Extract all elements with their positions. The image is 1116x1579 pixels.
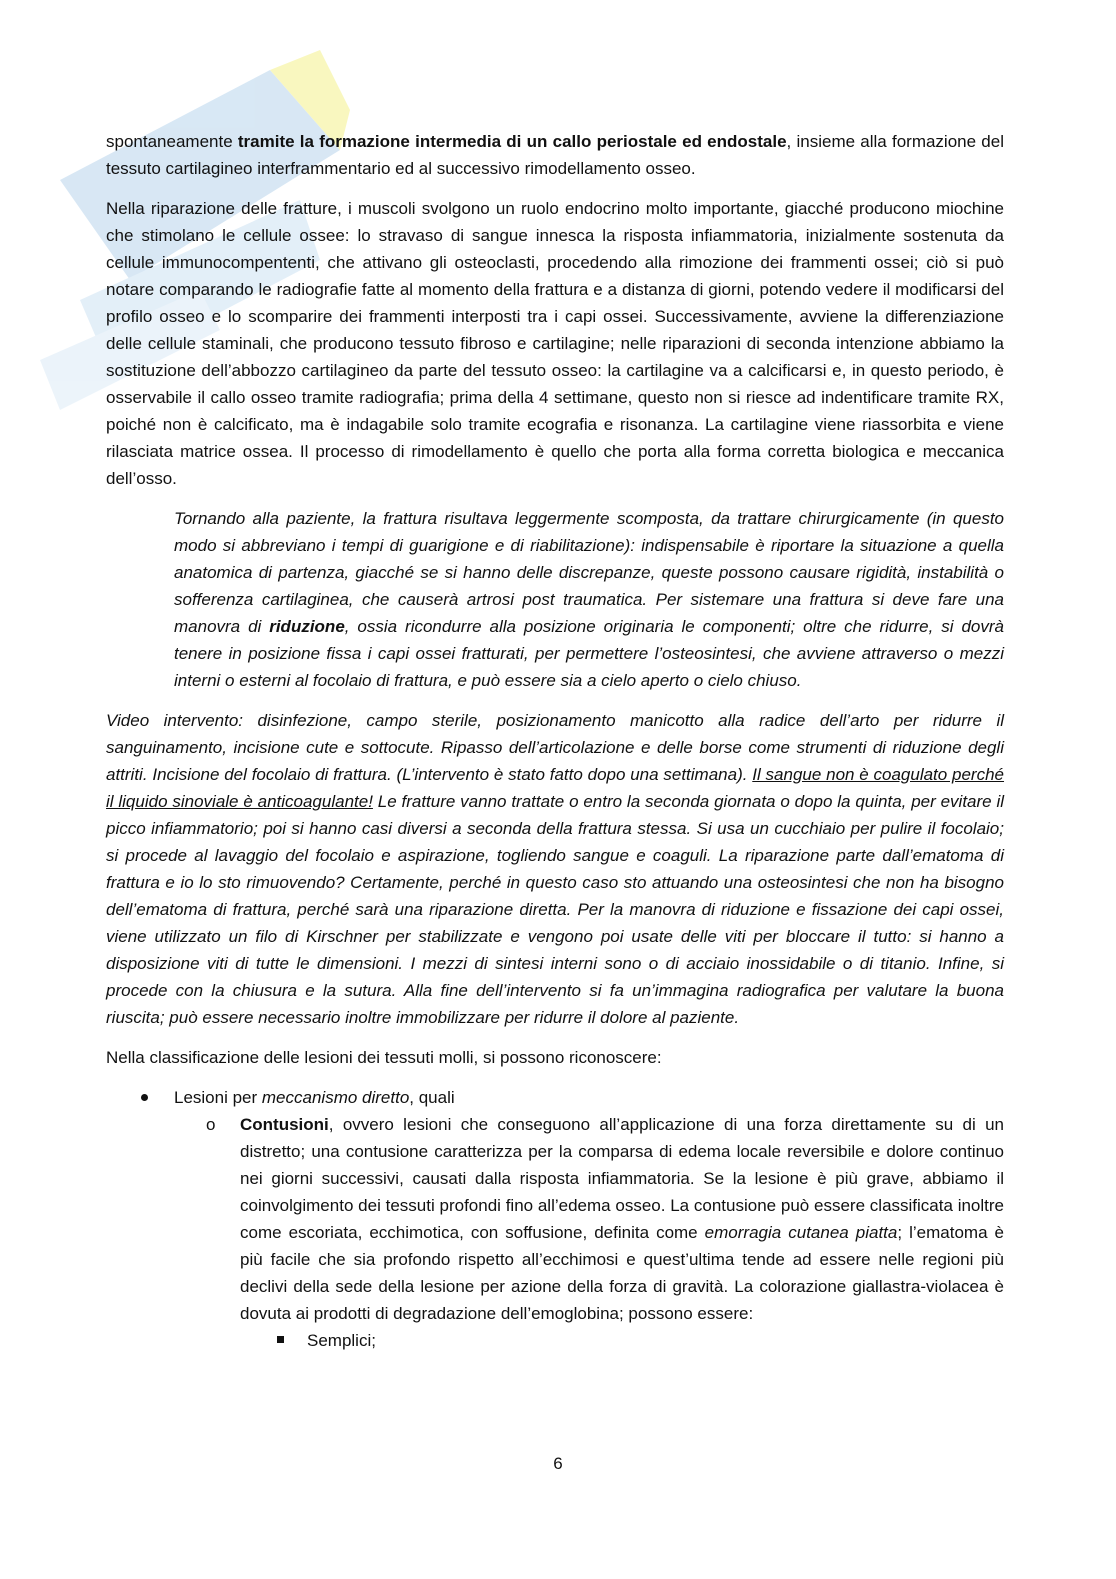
list-item-semplici: [106, 1327, 1004, 1354]
lesions-list: [106, 1084, 1004, 1354]
list-item-meccanismo-diretto: [106, 1084, 1004, 1111]
bold-text: Contusioni: [240, 1115, 329, 1134]
paragraph-callo-periostale: [106, 128, 1004, 182]
page-number: 6: [553, 1454, 563, 1473]
list-item-text: Semplici;: [307, 1331, 376, 1350]
text-run: , ossia ricondurre alla posizione originaria le componenti; oltre che ridurre, si dovrà tenere in posizione fissa i capi ossei fratturati, per permettere l’osteosintesi, che avviene attraverso o mezzi interni o esterni al focolaio di frattura, e può essere sia a cielo aperto o cielo chiuso.: [174, 617, 1004, 690]
text-run: Le fratture vanno trattate o entro la seconda giornata o dopo la quinta, per evitare il picco infiammatorio; poi si hanno casi diversi a seconda della frattura stessa. Si usa un cucchiaio per pulire il focolaio; si procede al lavaggio del focolaio e aspirazione, togliendo sangue e coaguli. La riparazione parte dall’ematoma di frattura e io lo sto rimuovendo? Certamente, perché in questo caso sto attuando una osteosintesi che non ha bisogno dell’ematoma di frattura, perché sarà una riparazione diretta. Per la manovra di riduzione e fissazione dei capi ossei, viene utilizzato un filo di Kirschner per stabilizzate e vengono poi usate delle viti per bloccare il tutto: si hanno a disposizione viti di tutte le dimensioni. I mezzi di sintesi interni sono o di acciaio inossidabile o di titanio. Infine, si procede con la chiusura e la sutura. Alla fine dell’intervento si fa un’immagina radiografica per valutare la buona riuscita; può essere necessario inoltre immobilizzare per ridurre il dolore al paziente.: [106, 792, 1004, 1027]
list-item-contusioni: [106, 1111, 1004, 1327]
list-item-text: [174, 1084, 1004, 1111]
bullet-dot-icon: [141, 1094, 148, 1101]
text-run: spontaneamente: [106, 132, 238, 151]
bold-text: tramite la formazione intermedia di un callo periostale ed endostale: [237, 132, 787, 151]
document-page: [106, 128, 1004, 1354]
underlined-text: Il sangue non è coagulato perché il liquido sinoviale è anticoagulante!: [106, 765, 1005, 811]
text-run: Lesioni per: [174, 1088, 262, 1107]
paragraph-video-intervento: [106, 707, 1004, 1031]
text-run: Video intervento: disinfezione, campo sterile, posizionamento manicotto alla radice dell’arto per ridurre il sanguinamento, incisione cute e sottocute. Ripasso dell’articolazione e delle borse come strumenti di riduzione degli attriti. Incisione del focolaio di frattura. (L’intervento è stato fatto dopo una settimana).: [106, 711, 1004, 784]
paragraph-classificazione-lesioni: Nella classificazione delle lesioni dei tessuti molli, si possono riconoscere:: [106, 1048, 662, 1067]
text-run: , ovvero lesioni che conseguono all’applicazione di una forza direttamente su di un distretto; una contusione caratterizza per la comparsa di edema locale reversibile e dolore continuo nei giorni successivi, causati dalla risposta infiammatoria. Se la lesione è più grave, abbiamo il coinvolgimento dei tessuti profondi fino all’edema osseo. La contusione può essere classificata inoltre come escoriata, ecchimotica, con soffusione, definita come: [240, 1115, 1004, 1242]
bold-text: riduzione: [269, 617, 345, 636]
text-run: , quali: [409, 1088, 455, 1107]
text-run: , insieme alla formazione del tessuto cartilagineo interframmentario ed al successivo rimodellamento osseo.: [106, 132, 1004, 178]
square-bullet-icon: [277, 1336, 284, 1343]
list-item-text: [240, 1111, 1004, 1327]
paragraph-riparazione-fratture: Nella riparazione delle fratture, i muscoli svolgono un ruolo endocrino molto importante, giacché producono miochine che stimolano le cellule ossee: lo stravaso di sangue innesca la risposta infiammatoria, inizialmente sostenuta da cellule immunocompententi, che attivano gli osteoclasti, procedendo alla rimozione dei frammenti ossei; ciò si può notare comparando le radiografie fatte al momento della frattura e a distanza di giorni, potendo vedere il modificarsi del profilo osseo e lo scomparire dei frammenti interposti tra i capi ossei. Successivamente, avviene la differenziazione delle cellule staminali, che producono tessuto fibroso e cartilagine; nelle riparazioni di seconda intenzione abbiamo la sostituzione dell’abbozzo cartilagineo da parte del tessuto osseo: la cartilagine va a calcificarsi e, in questo periodo, è osservabile il callo osseo tramite radiografia; prima della 4 settimane, questo non si riesce ad indentificare tramite RX, poiché non è calcificato, ma è indagabile solo tramite ecografia e risonanza. La cartilagine viene riassorbita e viene rilasciata matrice ossea. Il processo di rimodellamento è quello che porta alla forma corretta biologica e meccanica dell’osso.: [106, 199, 1004, 488]
text-run: Tornando alla paziente, la frattura risultava leggermente scomposta, da trattare chirurgicamente (in questo modo si abbreviano i tempi di guarigione e di riabilitazione): indispensabile è riportare la situazione a quella anatomica di partenza, giacché se si hanno delle discrepanze, queste possono causare rigidità, instabilità o sofferenza cartilaginea, che causerà artrosi post traumatica. Per sistemare una frattura si deve fare una manovra di: [174, 509, 1004, 636]
circle-bullet-icon: o: [206, 1115, 216, 1134]
italic-text: meccanismo diretto: [261, 1088, 410, 1107]
text-run: ; l’ematoma è più facile che sia profondo rispetto all’ecchimosi e quest’ultima tende ad essere nelle regioni più declivi della sede della lesione per azione della forza di gravità. La colorazione giallastra-violacea è dovuta ai prodotti di degradazione dell’emoglobina; possono essere:: [240, 1223, 1005, 1323]
italic-text: emorragia cutanea piatta: [704, 1223, 898, 1242]
paragraph-paziente-frattura: [174, 505, 1004, 694]
